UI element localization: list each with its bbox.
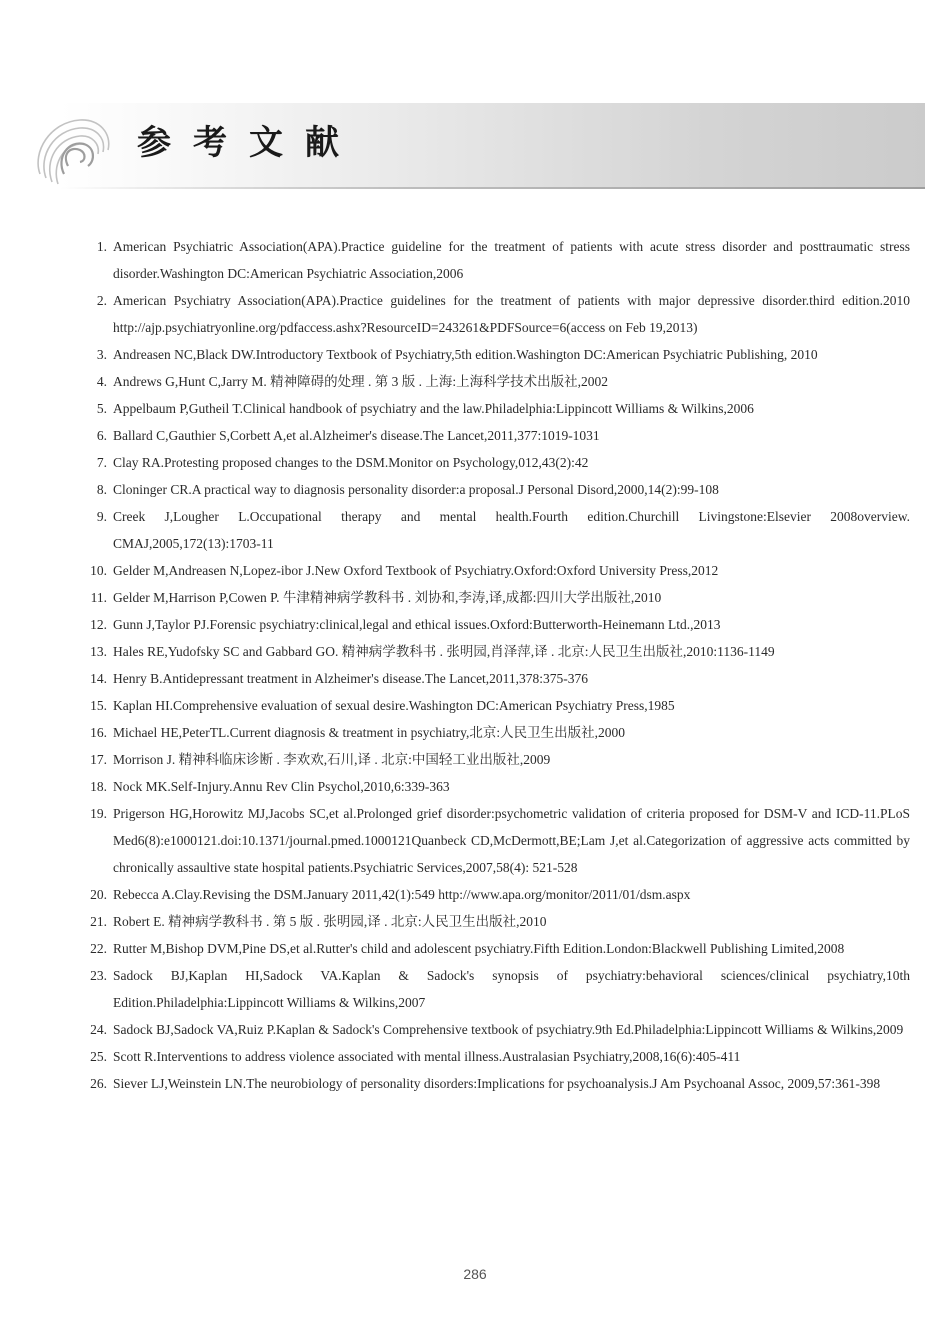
reference-number: 8. xyxy=(96,482,107,497)
reference-number: 12. xyxy=(90,617,107,632)
reference-text: American Psychiatric Association(APA).Practice guideline for the treatment of patients with acute stress disorder and posttraumatic stress disorder.Washington DC:American Psychiatric Association,2006 xyxy=(113,239,910,281)
reference-text: Clay RA.Protesting proposed changes to the DSM.Monitor on Psychology,012,43(2):42 xyxy=(113,455,589,470)
reference-number: 15. xyxy=(90,698,107,713)
reference-text: Rebecca A.Clay.Revising the DSM.January 2011,42(1):549 http://www.apa.org/monitor/2011/01/dsm.aspx xyxy=(113,887,691,902)
reference-number: 3. xyxy=(96,347,107,362)
swirl-ornament-icon xyxy=(28,104,116,190)
reference-number: 6. xyxy=(96,428,107,443)
reference-text: Kaplan HI.Comprehensive evaluation of sexual desire.Washington DC:American Psychiatry Press,1985 xyxy=(113,698,675,713)
reference-text: Gelder M,Andreasen N,Lopez-ibor J.New Oxford Textbook of Psychiatry.Oxford:Oxford University Press,2012 xyxy=(113,563,719,578)
reference-text: Nock MK.Self-Injury.Annu Rev Clin Psychol,2010,6:339-363 xyxy=(113,779,450,794)
reference-item xyxy=(85,692,910,719)
reference-number: 17. xyxy=(90,752,107,767)
reference-number: 1. xyxy=(96,239,107,254)
reference-item xyxy=(85,773,910,800)
reference-item xyxy=(85,1016,910,1043)
reference-item xyxy=(85,1043,910,1070)
reference-text: Rutter M,Bishop DVM,Pine DS,et al.Rutter's child and adolescent psychiatry.Fifth Edition.London:Blackwell Publishing Limited,2008 xyxy=(113,941,845,956)
reference-item xyxy=(85,449,910,476)
reference-text: Gunn J,Taylor PJ.Forensic psychiatry:clinical,legal and ethical issues.Oxford:Butterworth-Heinemann Ltd.,2013 xyxy=(113,617,721,632)
reference-text: Morrison J. 精神科临床诊断 . 李欢欢,石川,译 . 北京:中国轻工业出版社,2009 xyxy=(113,752,551,767)
reference-text: Robert E. 精神病学教科书 . 第 5 版 . 张明园,译 . 北京:人民卫生出版社,2010 xyxy=(113,914,547,929)
reference-text: Prigerson HG,Horowitz MJ,Jacobs SC,et al.Prolonged grief disorder:psychometric validation of criteria proposed for DSM-V and ICD-11.PLoS Med6(8):e1000121.doi:10.1371/journal.pmed.1000121Quanbeck CD,McDermott,BE;Lam J,et al.Categorization of aggressive acts committed by chronically assaultive state hospital patients.Psychiatric Services,2007,58(4): 521-528 xyxy=(113,806,910,875)
reference-number: 16. xyxy=(90,725,107,740)
reference-item xyxy=(85,368,910,395)
reference-text: Cloninger CR.A practical way to diagnosis personality disorder:a proposal.J Personal Disord,2000,14(2):99-108 xyxy=(113,482,719,497)
reference-number: 4. xyxy=(96,374,107,389)
reference-item xyxy=(85,611,910,638)
reference-number: 2. xyxy=(96,293,107,308)
reference-number: 20. xyxy=(90,887,107,902)
reference-text: Appelbaum P,Gutheil T.Clinical handbook of psychiatry and the law.Philadelphia:Lippincott Williams & Wilkins,2006 xyxy=(113,401,754,416)
reference-item xyxy=(85,476,910,503)
reference-number: 26. xyxy=(90,1076,107,1091)
reference-number: 21. xyxy=(90,914,107,929)
reference-item xyxy=(85,1070,910,1097)
reference-item xyxy=(85,908,910,935)
reference-number: 13. xyxy=(90,644,107,659)
reference-text: Ballard C,Gauthier S,Corbett A,et al.Alzheimer's disease.The Lancet,2011,377:1019-1031 xyxy=(113,428,600,443)
reference-item xyxy=(85,233,910,287)
reference-text: Sadock BJ,Kaplan HI,Sadock VA.Kaplan & Sadock's synopsis of psychiatry:behavioral sciences/clinical psychiatry,10th Edition.Philadelphia:Lippincott Williams & Wilkins,2007 xyxy=(113,968,910,1010)
reference-number: 7. xyxy=(96,455,107,470)
reference-list xyxy=(85,233,910,1097)
reference-text: Creek J,Lougher L.Occupational therapy and mental health.Fourth edition.Churchill Livingstone:Elsevier 2008overview. CMAJ,2005,172(13):1703-11 xyxy=(113,509,910,551)
reference-item xyxy=(85,503,910,557)
reference-text: Hales RE,Yudofsky SC and Gabbard GO. 精神病学教科书 . 张明园,肖泽萍,译 . 北京:人民卫生出版社,2010:1136-1149 xyxy=(113,644,775,659)
reference-number: 18. xyxy=(90,779,107,794)
reference-number: 19. xyxy=(90,806,107,821)
reference-text: Sadock BJ,Sadock VA,Ruiz P.Kaplan & Sadock's Comprehensive textbook of psychiatry.9th Ed.Philadelphia:Lippincott Williams & Wilkins,2009 xyxy=(113,1022,904,1037)
reference-item xyxy=(85,719,910,746)
reference-text: Henry B.Antidepressant treatment in Alzheimer's disease.The Lancet,2011,378:375-376 xyxy=(113,671,589,686)
reference-item xyxy=(85,935,910,962)
reference-text: Andrews G,Hunt C,Jarry M. 精神障碍的处理 . 第 3 版 . 上海:上海科学技术出版社,2002 xyxy=(113,374,608,389)
reference-text: American Psychiatry Association(APA).Practice guidelines for the treatment of patients with major depressive disorder.third edition.2010 http://ajp.psychiatryonline.org/pdfaccess.ashx?ResourceID=243261&PDFSource=6(access on Feb 19,2013) xyxy=(113,293,910,335)
reference-number: 11. xyxy=(90,590,107,605)
reference-text: Siever LJ,Weinstein LN.The neurobiology of personality disorders:Implications for psychoanalysis.J Am Psychoanal Assoc, 2009,57:361-398 xyxy=(113,1076,881,1091)
reference-number: 24. xyxy=(90,1022,107,1037)
reference-text: Andreasen NC,Black DW.Introductory Textbook of Psychiatry,5th edition.Washington DC:American Psychiatric Publishing, 2010 xyxy=(113,347,818,362)
reference-text: Gelder M,Harrison P,Cowen P. 牛津精神病学教科书 . 刘协和,李涛,译,成都:四川大学出版社,2010 xyxy=(113,590,662,605)
reference-item xyxy=(85,962,910,1016)
reference-number: 22. xyxy=(90,941,107,956)
reference-item xyxy=(85,638,910,665)
reference-item xyxy=(85,746,910,773)
reference-number: 5. xyxy=(96,401,107,416)
page-title: 参考文献 xyxy=(137,123,361,163)
reference-item xyxy=(85,422,910,449)
reference-number: 25. xyxy=(90,1049,107,1064)
reference-item xyxy=(85,800,910,881)
reference-item xyxy=(85,584,910,611)
reference-text: Michael HE,PeterTL.Current diagnosis & treatment in psychiatry,北京:人民卫生出版社,2000 xyxy=(113,725,626,740)
reference-item xyxy=(85,665,910,692)
reference-number: 9. xyxy=(96,509,107,524)
reference-text: Scott R.Interventions to address violence associated with mental illness.Australasian Psychiatry,2008,16(6):405-411 xyxy=(113,1049,741,1064)
reference-item xyxy=(85,341,910,368)
reference-item xyxy=(85,557,910,584)
reference-item xyxy=(85,881,910,908)
reference-item xyxy=(85,395,910,422)
page-number: 286 xyxy=(463,1266,487,1282)
reference-number: 14. xyxy=(90,671,107,686)
reference-number: 10. xyxy=(90,563,107,578)
reference-number: 23. xyxy=(90,968,107,983)
reference-item xyxy=(85,287,910,341)
